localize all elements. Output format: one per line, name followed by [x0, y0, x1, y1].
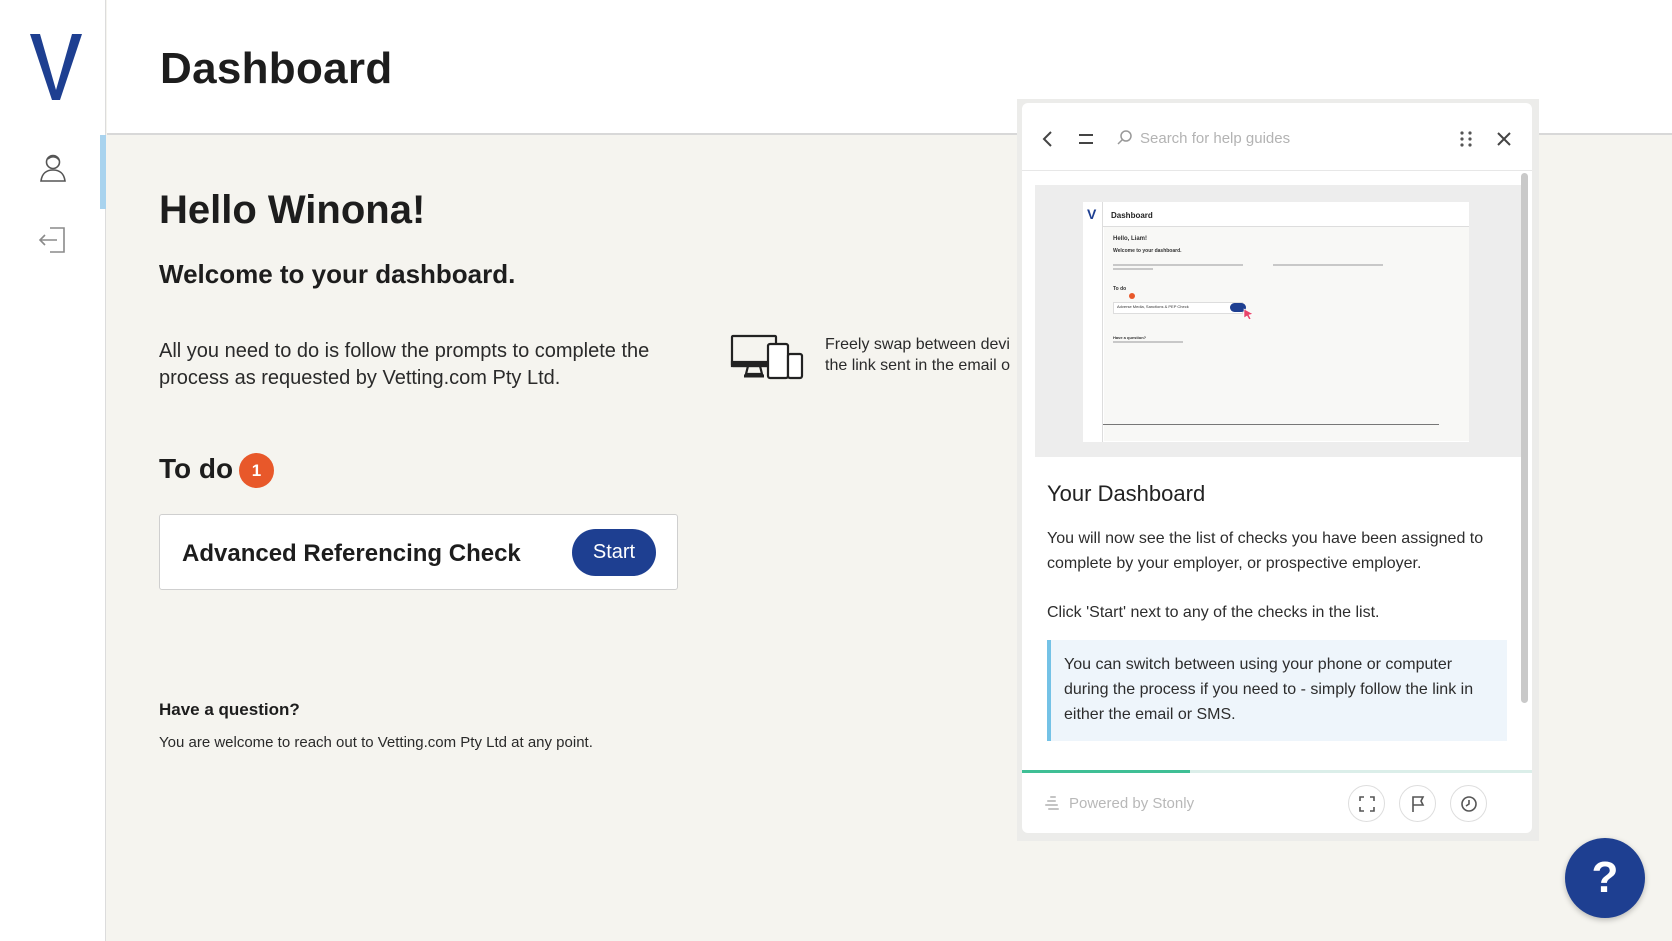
- drag-handle-icon[interactable]: [1454, 127, 1478, 151]
- fullscreen-icon: [1358, 795, 1376, 813]
- preview-text-line: [1113, 264, 1243, 266]
- close-icon[interactable]: [1492, 127, 1516, 151]
- start-button[interactable]: Start: [572, 529, 656, 576]
- preview-header-divider: [1103, 226, 1469, 227]
- guide-callout: [1047, 640, 1507, 741]
- help-fab-button[interactable]: ?: [1565, 838, 1645, 918]
- guide-paragraph-1: You will now see the list of checks you have been assigned to complete by your employer, or prospective employer.: [1047, 530, 1484, 572]
- vetting-logo[interactable]: [28, 32, 84, 102]
- history-button[interactable]: [1450, 785, 1487, 822]
- todo-heading: To do: [159, 453, 234, 484]
- todo-count-badge: 1: [239, 453, 274, 488]
- question-title: Have a question?: [159, 700, 300, 719]
- device-swap-line-2: the link sent in the email o: [825, 357, 1010, 374]
- fullscreen-button[interactable]: [1348, 785, 1385, 822]
- question-text: You are welcome to reach out to Vetting.com Pty Ltd at any point.: [159, 734, 593, 751]
- check-card: [159, 514, 678, 590]
- greeting-heading: Hello Winona!: [159, 188, 426, 232]
- preview-background: [1104, 227, 1469, 441]
- flag-icon: [1409, 795, 1427, 813]
- guide-paragraph-2: Click 'Start' next to any of the checks in the list.: [1047, 604, 1380, 621]
- help-widget-scrollbar[interactable]: [1521, 173, 1528, 703]
- user-icon[interactable]: [36, 151, 70, 185]
- preview-text-line: [1273, 264, 1383, 266]
- back-icon[interactable]: [1036, 127, 1060, 151]
- help-widget: [1022, 103, 1532, 833]
- preview-text-line: [1113, 268, 1153, 270]
- help-widget-footer: [1022, 773, 1532, 833]
- intro-text: All you need to do is follow the prompts to complete the process as requested by Vetting.com Pty Ltd.: [159, 340, 650, 389]
- devices-icon: [730, 334, 806, 382]
- preview-logo: V: [1087, 206, 1097, 222]
- sidebar-active-indicator: [100, 135, 106, 209]
- cursor-icon: [1243, 308, 1255, 320]
- preview-check-title: Adverse Media, Sanctions & PEP Check: [1117, 304, 1189, 309]
- preview-greeting: Hello, Liam!: [1113, 236, 1148, 242]
- page-title: Dashboard: [160, 44, 393, 93]
- preview-welcome: Welcome to your dashboard.: [1113, 248, 1182, 254]
- preview-todo-badge: [1129, 293, 1135, 299]
- preview-sidebar: [1083, 202, 1103, 442]
- preview-footer-line: [1103, 424, 1439, 425]
- preview-question: Have a question?: [1113, 335, 1147, 340]
- device-swap-line-1: Freely swap between devi: [825, 336, 1010, 353]
- stonly-logo-icon: [1044, 795, 1060, 811]
- preview-todo: To do: [1113, 286, 1127, 292]
- guide-callout-text: You can switch between using your phone or computer during the process if you need to - simply follow the link in either the email or SMS.: [1064, 656, 1474, 723]
- help-search-input[interactable]: [1116, 125, 1416, 151]
- guide-preview-image: [1035, 185, 1521, 457]
- help-widget-toolbar: [1022, 103, 1532, 171]
- history-icon: [1460, 795, 1478, 813]
- guide-heading: Your Dashboard: [1047, 481, 1206, 506]
- report-button[interactable]: [1399, 785, 1436, 822]
- preview-text-line: [1113, 341, 1183, 343]
- preview-title: Dashboard: [1111, 211, 1153, 220]
- device-swap-tip: [825, 334, 1020, 376]
- preview-dashboard: [1083, 202, 1469, 442]
- check-title: Advanced Referencing Check: [182, 540, 521, 567]
- sidebar: [0, 0, 106, 941]
- welcome-subheading: Welcome to your dashboard.: [159, 259, 516, 289]
- logout-icon[interactable]: [36, 223, 70, 257]
- menu-icon[interactable]: [1074, 127, 1098, 151]
- powered-by-text[interactable]: Powered by Stonly: [1069, 795, 1195, 812]
